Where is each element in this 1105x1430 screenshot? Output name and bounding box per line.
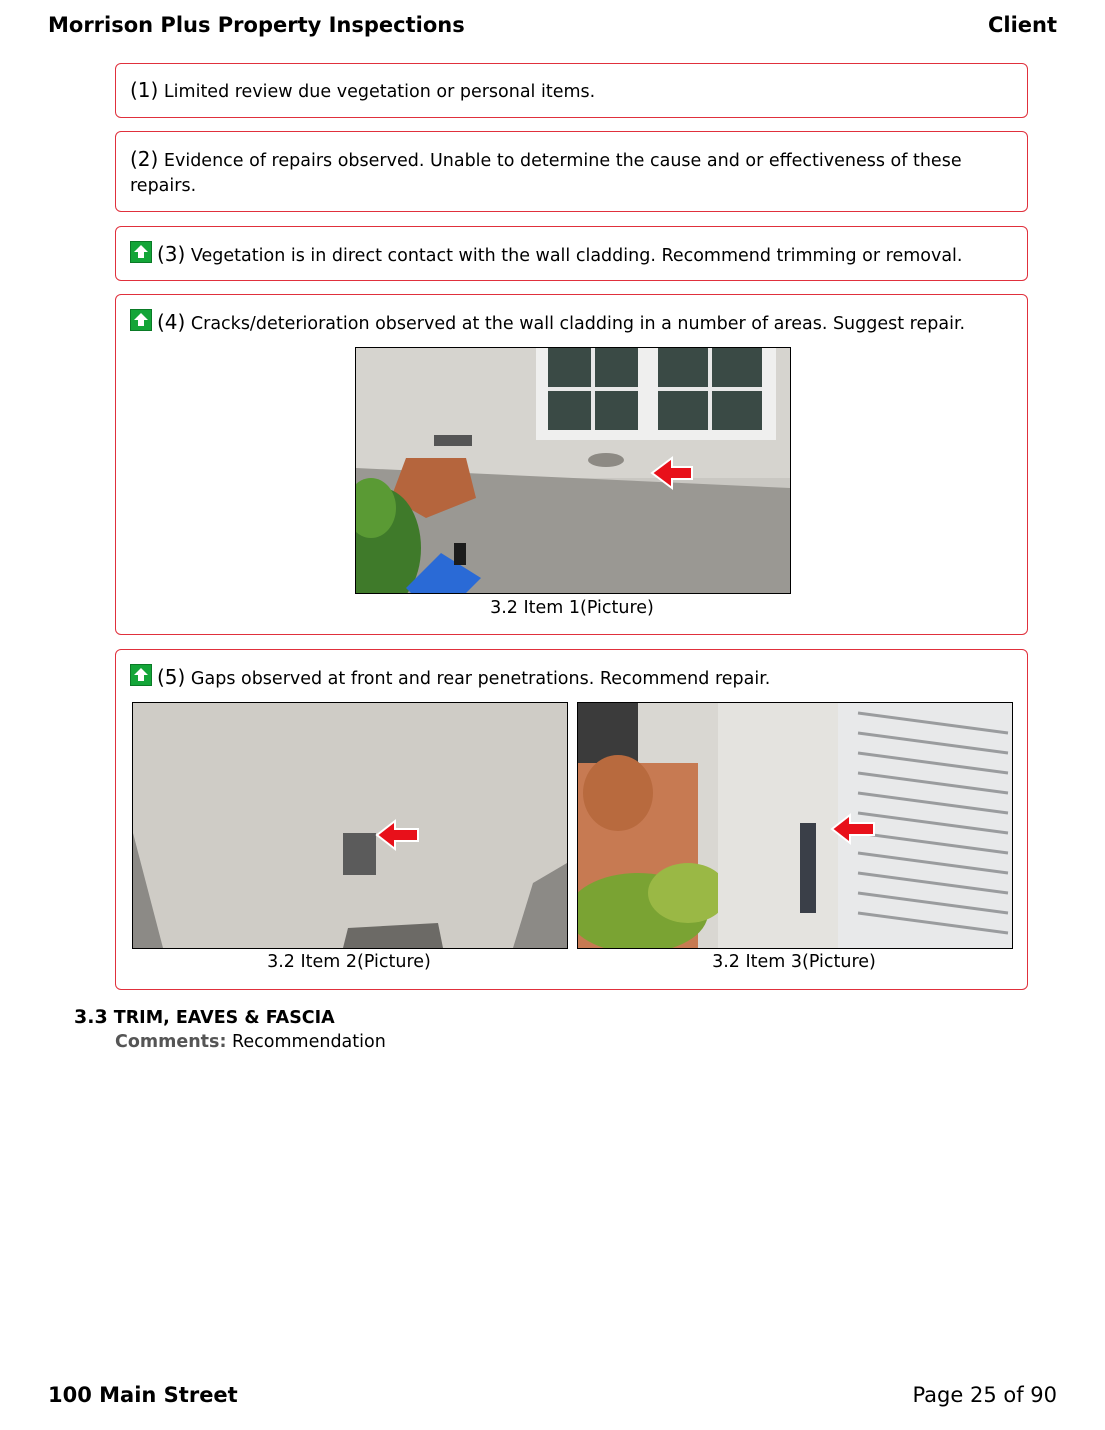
observation-box-1 (115, 63, 1028, 118)
recommendation-up-icon (130, 664, 152, 686)
item-text: Cracks/deterioration observed at the wall cladding in a number of areas. Suggest repair. (190, 314, 966, 334)
item-number: (5) (157, 665, 186, 689)
item3-caption: 3.2 Item 3(Picture) (712, 952, 876, 972)
item-number: (2) (130, 147, 159, 171)
section-number: 3.3 (74, 1006, 108, 1028)
item-text: Gaps observed at front and rear penetrations. Recommend repair. (190, 669, 771, 689)
page-number: Page 25 of 90 (912, 1383, 1057, 1407)
footer-address: 100 Main Street (48, 1383, 238, 1407)
section-title: TRIM, EAVES & FASCIA (113, 1008, 335, 1028)
client-label: Client (987, 13, 1057, 37)
item2-caption: 3.2 Item 2(Picture) (267, 952, 431, 972)
item-text: Evidence of repairs observed. Unable to determine the cause and or effectiveness of these repairs. (130, 151, 962, 196)
observation-box-2 (115, 131, 1028, 212)
company-name: Morrison Plus Property Inspections (48, 13, 465, 37)
item1-caption: 3.2 Item 1(Picture) (490, 598, 654, 618)
recommendation-up-icon (130, 241, 152, 263)
section-heading (74, 1006, 335, 1028)
comments-line (115, 1032, 386, 1052)
item-number: (4) (157, 310, 186, 334)
item3-photo[interactable] (577, 702, 1013, 949)
item-text: Vegetation is in direct contact with the wall cladding. Recommend trimming or removal. (190, 246, 963, 266)
item-text: Limited review due vegetation or personal items. (163, 82, 596, 102)
comments-label: Comments: (115, 1032, 227, 1052)
comments-value: Recommendation (232, 1032, 386, 1052)
item-number: (1) (130, 78, 159, 102)
item-number: (3) (157, 242, 186, 266)
item2-photo[interactable] (132, 702, 568, 949)
observation-box-3 (115, 226, 1028, 281)
recommendation-up-icon (130, 309, 152, 331)
item1-photo[interactable] (355, 347, 791, 594)
